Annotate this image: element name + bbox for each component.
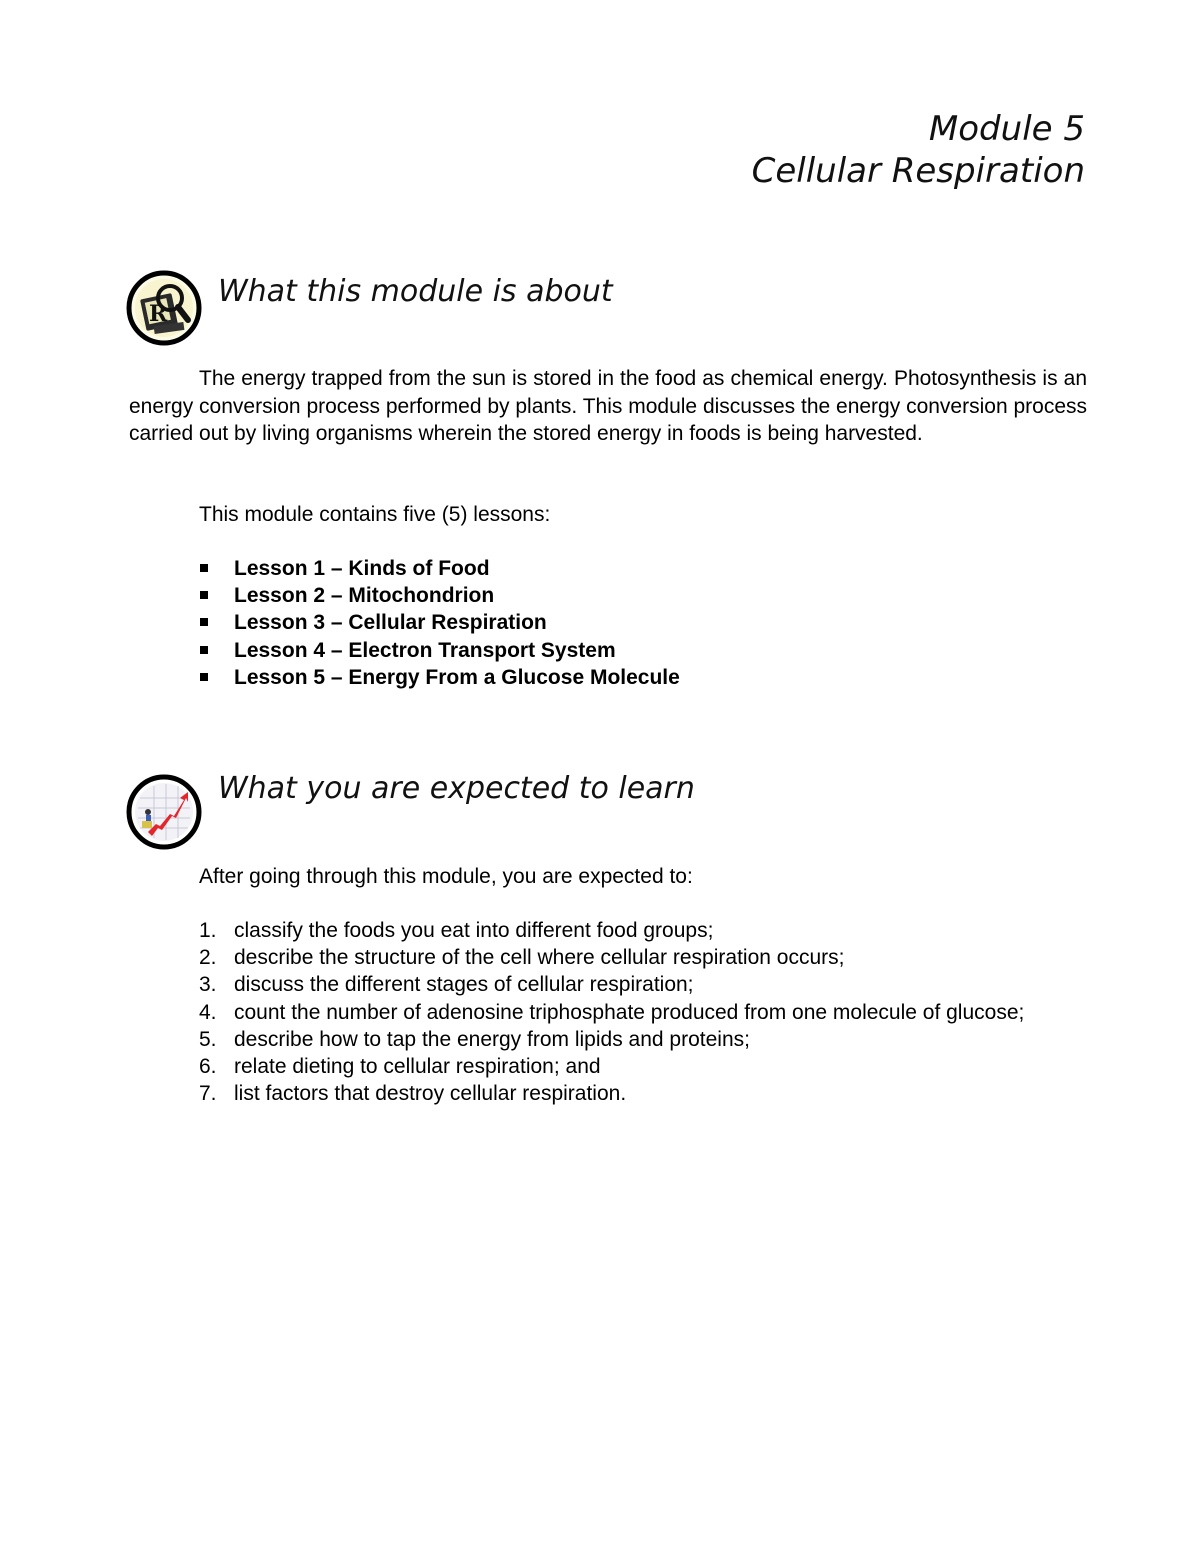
- list-number: 2.: [199, 946, 217, 970]
- objective-text: count the number of adenosine triphosphate produced from one molecule of glucose;: [234, 1000, 1025, 1024]
- bullet-icon: [200, 564, 208, 572]
- list-item: [199, 664, 680, 691]
- section-heading-learn: What you are expected to learn: [218, 771, 695, 806]
- list-number: 5.: [199, 1027, 217, 1051]
- list-number: 3.: [199, 973, 217, 997]
- lesson-list: [199, 555, 680, 691]
- objectives-lead: After going through this module, you are expected to:: [199, 865, 693, 888]
- list-item: [199, 637, 680, 664]
- section-heading-about: What this module is about: [218, 274, 613, 309]
- list-number: 4.: [199, 1000, 217, 1024]
- module-title: Cellular Respiration: [751, 151, 1085, 191]
- objective-text: relate dieting to cellular respiration; and: [234, 1055, 601, 1079]
- list-item: [199, 609, 680, 636]
- bullet-icon: [200, 591, 208, 599]
- bullet-icon: [200, 618, 208, 626]
- list-number: 6.: [199, 1055, 217, 1079]
- list-item: [199, 917, 1089, 944]
- list-item: [199, 555, 680, 582]
- list-item: [199, 1080, 1089, 1107]
- list-number: 7.: [199, 1082, 217, 1106]
- objective-text: describe the structure of the cell where cellular respiration occurs;: [234, 946, 845, 970]
- list-item: [199, 1053, 1089, 1080]
- list-item: [199, 582, 680, 609]
- list-item: [199, 971, 1089, 998]
- objective-text: discuss the different stages of cellular respiration;: [234, 973, 694, 997]
- bullet-icon: [200, 673, 208, 681]
- stairs-climb-icon: [126, 774, 202, 850]
- objective-text: list factors that destroy cellular respiration.: [234, 1082, 627, 1106]
- module-header: [752, 108, 1085, 192]
- module-number: Module 5: [928, 109, 1085, 149]
- list-item: [199, 944, 1089, 971]
- list-item: [199, 999, 1089, 1026]
- objective-text: describe how to tap the energy from lipids and proteins;: [234, 1027, 750, 1051]
- lesson-label: Lesson 2 – Mitochondrion: [234, 584, 495, 608]
- list-number: 1.: [199, 919, 217, 942]
- svg-text:R: R: [149, 301, 168, 327]
- lesson-label: Lesson 4 – Electron Transport System: [234, 638, 616, 662]
- list-item: [199, 1026, 1089, 1053]
- lesson-label: Lesson 1 – Kinds of Food: [234, 557, 490, 580]
- objective-text: classify the foods you eat into different food groups;: [234, 919, 714, 942]
- magnifier-book-icon: [126, 270, 202, 346]
- lessons-lead: This module contains five (5) lessons:: [199, 503, 551, 526]
- objective-list: [199, 917, 1089, 1107]
- lesson-label: Lesson 5 – Energy From a Glucose Molecule: [234, 665, 680, 689]
- intro-paragraph: The energy trapped from the sun is stored in the food as chemical energy. Photosynthesis is an energy conversion process performed by plants. This module discusses the energy conversion process carried out by living organisms wherein the stored energy in foods is being harvested.: [129, 367, 1087, 445]
- bullet-icon: [200, 646, 208, 654]
- lesson-label: Lesson 3 – Cellular Respiration: [234, 611, 547, 635]
